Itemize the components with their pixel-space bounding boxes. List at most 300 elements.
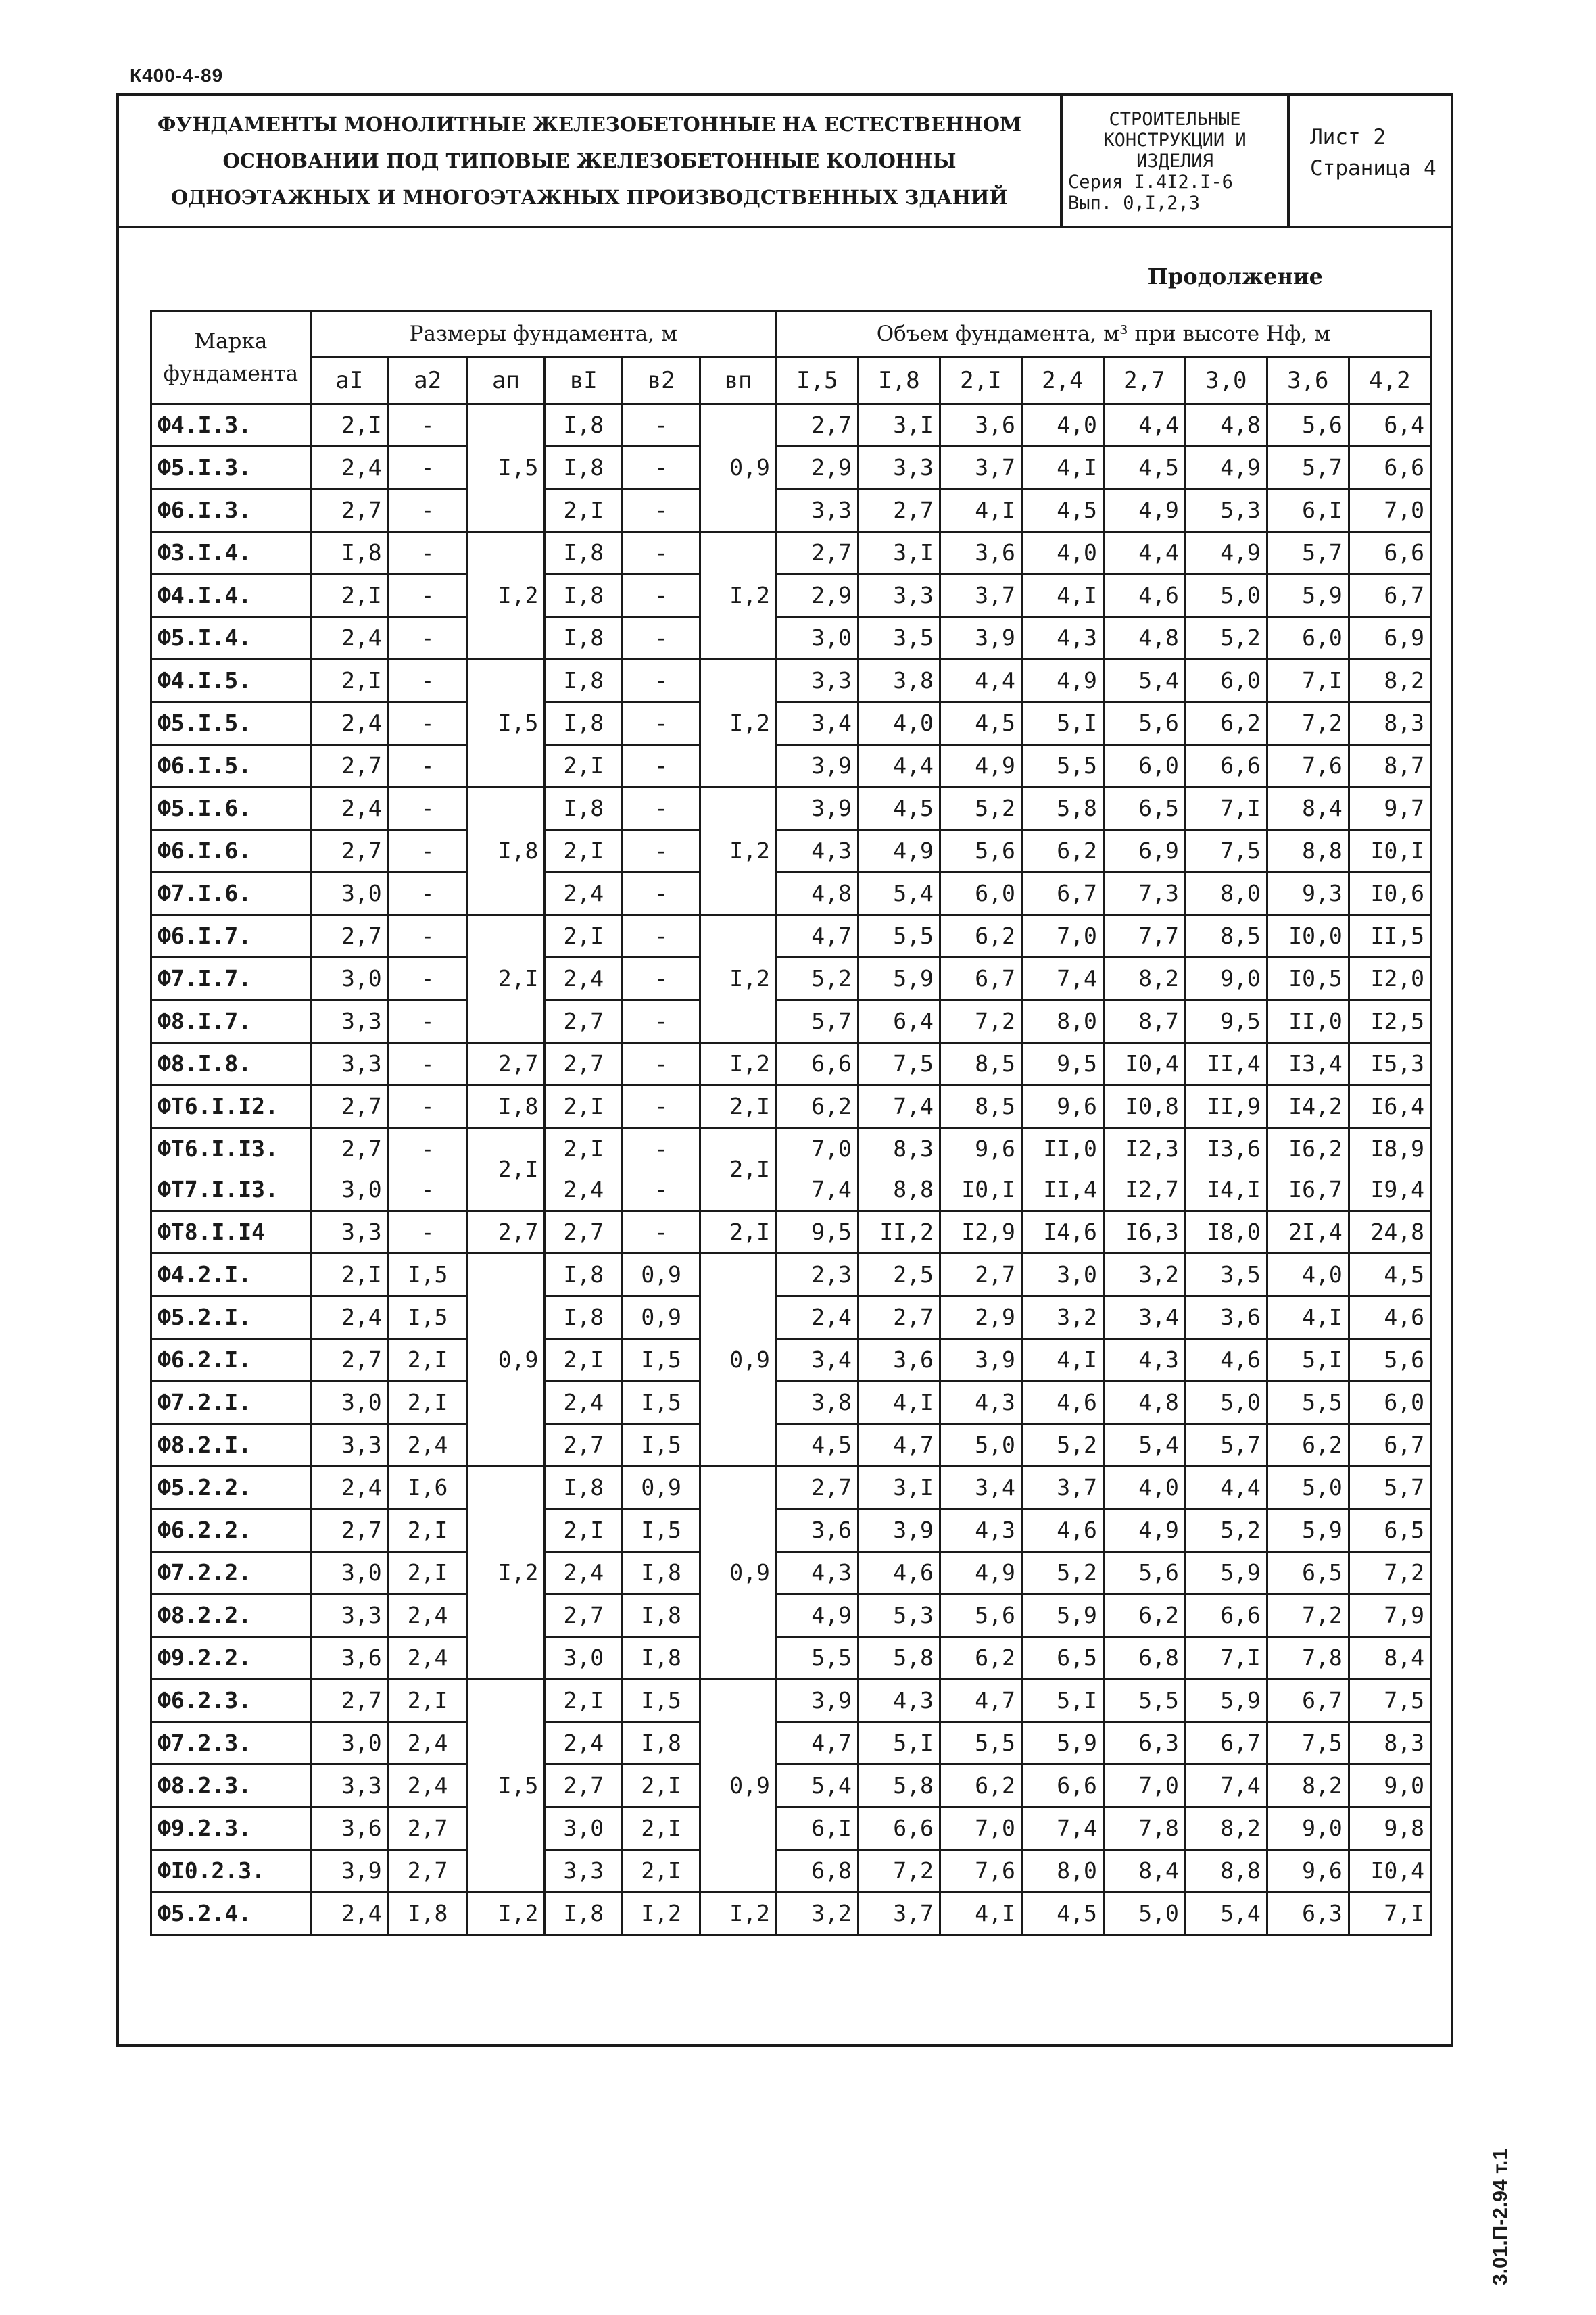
a1-cell: 2,7 [310, 745, 388, 787]
volume-cell: 5,8 [858, 1637, 940, 1680]
ap-cell: 0,9 [467, 1254, 545, 1467]
volume-cell: 3,8 [858, 660, 940, 702]
header-height-col: I,5 [776, 358, 858, 404]
a2-cell: - [388, 404, 467, 447]
a2-cell: - [388, 830, 467, 873]
volume-cell: 6,2 [940, 1637, 1021, 1680]
a1-cell: 2,I [310, 404, 388, 447]
volume-cell: 3,2 [1103, 1254, 1185, 1296]
volume-cell [940, 1128, 1021, 1211]
volume-cell: 9,0 [1185, 958, 1267, 1000]
sub-header-row [151, 358, 1431, 404]
sheet-block [1290, 96, 1451, 226]
mark-cell: Ф8.I.8. [151, 1043, 311, 1086]
volume-cell: I5,3 [1349, 1043, 1430, 1086]
volume-cell: 3,3 [858, 575, 940, 617]
volume-cell: 4,5 [858, 787, 940, 830]
volume-cell: 5,7 [1185, 1424, 1267, 1467]
ap-cell: I,5 [467, 1680, 545, 1893]
volume-cell: 4,8 [776, 873, 858, 915]
table-row [151, 1637, 1431, 1680]
volume-cell: 6,3 [1103, 1722, 1185, 1765]
mark-cell: Ф5.I.6. [151, 787, 311, 830]
title-block [116, 93, 1453, 228]
mark-cell: Ф4.I.5. [151, 660, 311, 702]
header-dim-col: вI [545, 358, 623, 404]
table-row [151, 1211, 1431, 1254]
volume-cell: 9,5 [1185, 1000, 1267, 1043]
b1-cell: 2,4 [545, 873, 623, 915]
volume-cell: 8,7 [1349, 745, 1430, 787]
volume-cell: II,2 [858, 1211, 940, 1254]
b1-cell: I,8 [545, 1467, 623, 1509]
foundation-table [150, 310, 1432, 1936]
mark-cell: Ф9.2.2. [151, 1637, 311, 1680]
b2-cell: 0,9 [623, 1296, 700, 1339]
volume-cell-line: I6,7 [1288, 1176, 1343, 1202]
volume-cell: 4,6 [858, 1552, 940, 1594]
volume-cell: 6,6 [776, 1043, 858, 1086]
header-height-col: 2,I [940, 358, 1021, 404]
volume-cell: 2I,4 [1267, 1211, 1349, 1254]
b2-cell: - [623, 617, 700, 660]
table-body [151, 404, 1431, 1935]
table-row [151, 1850, 1431, 1893]
a1-cell-line: 2,7 [341, 1136, 382, 1162]
volume-cell: 6,2 [1103, 1594, 1185, 1637]
volume-cell-line: I0,I [961, 1176, 1015, 1202]
bp-cell: I,2 [700, 1893, 777, 1935]
a2-cell: 2,4 [388, 1424, 467, 1467]
b1-cell: 2,I [545, 1339, 623, 1382]
table-row [151, 489, 1431, 532]
volume-cell: 4,I [940, 1893, 1021, 1935]
b2-cell: - [623, 958, 700, 1000]
b1-cell: 2,I [545, 1509, 623, 1552]
volume-cell: 5,7 [776, 1000, 858, 1043]
volume-cell: 4,9 [940, 745, 1021, 787]
volume-cell-line: I9,4 [1370, 1176, 1424, 1202]
volume-cell: 6,7 [1021, 873, 1103, 915]
document-code: К400-4-89 [130, 65, 224, 86]
volume-cell: 7,5 [1185, 830, 1267, 873]
a2-cell: - [388, 787, 467, 830]
volume-cell: 3,9 [776, 787, 858, 830]
a1-cell: 3,6 [310, 1807, 388, 1850]
mark-cell: Ф9.2.3. [151, 1807, 311, 1850]
volume-cell: 5,2 [1185, 1509, 1267, 1552]
b2-cell: I,5 [623, 1509, 700, 1552]
mark-cell: Ф7.2.3. [151, 1722, 311, 1765]
volume-cell: 7,5 [858, 1043, 940, 1086]
a1-cell: 3,0 [310, 1382, 388, 1424]
volume-cell: 7,I [1185, 1637, 1267, 1680]
volume-cell-line: I2,7 [1125, 1176, 1179, 1202]
volume-cell-line: 9,6 [975, 1136, 1015, 1162]
table-row [151, 532, 1431, 575]
volume-cell: 24,8 [1349, 1211, 1430, 1254]
b2-cell: 0,9 [623, 1254, 700, 1296]
volume-cell: 3,6 [776, 1509, 858, 1552]
volume-cell: I0,8 [1103, 1086, 1185, 1128]
a1-cell: 2,7 [310, 830, 388, 873]
volume-cell: 7,5 [1267, 1722, 1349, 1765]
volume-cell: 5,9 [1185, 1680, 1267, 1722]
volume-cell: 7,6 [940, 1850, 1021, 1893]
volume-cell: 8,5 [940, 1043, 1021, 1086]
volume-cell: 4,3 [1103, 1339, 1185, 1382]
b2-cell: - [623, 447, 700, 489]
volume-cell: 4,I [1021, 1339, 1103, 1382]
volume-cell: 6,4 [1349, 404, 1430, 447]
header-dim-col: в2 [623, 358, 700, 404]
bp-cell: 2,I [700, 1086, 777, 1128]
table-row [151, 830, 1431, 873]
b1-cell: 3,0 [545, 1807, 623, 1850]
volume-cell: 3,I [858, 532, 940, 575]
volume-cell: I2,9 [940, 1211, 1021, 1254]
title-line-3: ОДНОЭТАЖНЫХ И МНОГОЭТАЖНЫХ ПРОИЗВОДСТВЕННЫХ ЗДАНИЙ [171, 186, 1008, 209]
volume-cell: 5,I [1267, 1339, 1349, 1382]
volume-cell: 3,7 [940, 575, 1021, 617]
side-code [1480, 2149, 1521, 2285]
a1-cell: 3,3 [310, 1000, 388, 1043]
b1-cell: I,8 [545, 617, 623, 660]
b2-cell: I,8 [623, 1637, 700, 1680]
volume-cell [858, 1128, 940, 1211]
volume-cell: 6,0 [1267, 617, 1349, 660]
volume-cell: I0,I [1349, 830, 1430, 873]
volume-cell: 5,0 [1185, 1382, 1267, 1424]
volume-cell: 5,5 [858, 915, 940, 958]
a1-cell: 3,9 [310, 1850, 388, 1893]
a2-cell: - [388, 660, 467, 702]
b2-cell: 2,I [623, 1850, 700, 1893]
volume-cell: 2,3 [776, 1254, 858, 1296]
b1-cell: I,8 [545, 404, 623, 447]
a1-cell: 3,3 [310, 1043, 388, 1086]
volume-cell: 4,7 [858, 1424, 940, 1467]
ap-cell: I,2 [467, 1467, 545, 1680]
volume-cell: 6,5 [1349, 1509, 1430, 1552]
header-dim-col: вп [700, 358, 777, 404]
volume-cell: 5,2 [776, 958, 858, 1000]
mark-cell: Ф6.2.3. [151, 1680, 311, 1722]
b2-cell: - [623, 660, 700, 702]
volume-cell: 4,9 [858, 830, 940, 873]
b1-cell: 2,7 [545, 1594, 623, 1637]
volume-cell: 6,2 [1185, 702, 1267, 745]
mark-cell: ФТ6.I.I2. [151, 1086, 311, 1128]
volume-cell: 3,6 [1185, 1296, 1267, 1339]
volume-cell: 6,4 [858, 1000, 940, 1043]
a2-cell: 2,I [388, 1552, 467, 1594]
volume-cell: 4,I [858, 1382, 940, 1424]
table-row [151, 787, 1431, 830]
table-row [151, 1467, 1431, 1509]
volume-cell: 5,0 [1185, 575, 1267, 617]
volume-cell: 4,I [1021, 575, 1103, 617]
volume-cell: 5,4 [1103, 1424, 1185, 1467]
volume-cell: 7,2 [858, 1850, 940, 1893]
mark-cell: Ф7.I.7. [151, 958, 311, 1000]
volume-cell: 6,6 [1021, 1765, 1103, 1807]
volume-cell: 9,0 [1267, 1807, 1349, 1850]
volume-cell: 4,5 [1349, 1254, 1430, 1296]
table-row [151, 1382, 1431, 1424]
table-row [151, 915, 1431, 958]
volume-cell [776, 1128, 858, 1211]
b1-cell: 3,0 [545, 1637, 623, 1680]
bp-cell: 2,I [700, 1128, 777, 1211]
volume-cell: 5,5 [1103, 1680, 1185, 1722]
table-row [151, 1552, 1431, 1594]
volume-cell-line: 8,3 [893, 1136, 934, 1162]
mark-cell: Ф8.2.I. [151, 1424, 311, 1467]
mark-cell: Ф8.2.3. [151, 1765, 311, 1807]
volume-cell: II,5 [1349, 915, 1430, 958]
volume-cell: 4,6 [1103, 575, 1185, 617]
a1-cell: 2,4 [310, 702, 388, 745]
a2-cell: - [388, 873, 467, 915]
b2-cell: I,5 [623, 1680, 700, 1722]
volume-cell: I3,4 [1267, 1043, 1349, 1086]
volume-cell: 5,9 [1267, 1509, 1349, 1552]
b1-cell: 2,I [545, 830, 623, 873]
b2-cell: 2,I [623, 1807, 700, 1850]
volume-cell: 4,3 [776, 1552, 858, 1594]
b1-cell: I,8 [545, 1893, 623, 1935]
volume-cell: 6,0 [1185, 660, 1267, 702]
b1-cell-line: 2,4 [563, 1176, 604, 1202]
a2-cell-line: - [420, 1176, 435, 1202]
continuation-label: Продолжение [1147, 264, 1323, 289]
header-dim-col: a2 [388, 358, 467, 404]
b1-cell: 2,7 [545, 1765, 623, 1807]
a2-cell: 2,I [388, 1339, 467, 1382]
volume-cell: 7,4 [1021, 958, 1103, 1000]
volume-cell: I0,5 [1267, 958, 1349, 1000]
volume-cell: 2,9 [940, 1296, 1021, 1339]
a2-cell: 2,I [388, 1509, 467, 1552]
volume-cell: 7,4 [1021, 1807, 1103, 1850]
volume-cell: 6,6 [1185, 745, 1267, 787]
a1-cell: 2,4 [310, 1467, 388, 1509]
volume-cell: 8,2 [1267, 1765, 1349, 1807]
a2-cell: 2,I [388, 1680, 467, 1722]
volume-cell: 6,I [776, 1807, 858, 1850]
b2-cell: - [623, 575, 700, 617]
ap-cell: 2,7 [467, 1043, 545, 1086]
volume-cell: 4,9 [1185, 447, 1267, 489]
table-row [151, 660, 1431, 702]
volume-cell: 5,2 [1021, 1424, 1103, 1467]
b2-cell: - [623, 915, 700, 958]
mark-cell: Ф7.I.6. [151, 873, 311, 915]
table-row [151, 404, 1431, 447]
mark-cell: Ф5.I.5. [151, 702, 311, 745]
volume-cell: 6,7 [1185, 1722, 1267, 1765]
a1-cell: 2,4 [310, 1296, 388, 1339]
a1-cell: 3,0 [310, 958, 388, 1000]
volume-cell-line: I8,9 [1370, 1136, 1424, 1162]
volume-cell: 2,5 [858, 1254, 940, 1296]
a2-cell: - [388, 489, 467, 532]
mark-cell: Ф6.I.3. [151, 489, 311, 532]
volume-cell: 7,6 [1267, 745, 1349, 787]
volume-cell: 8,4 [1103, 1850, 1185, 1893]
volume-cell: 4,4 [858, 745, 940, 787]
volume-cell: I6,3 [1103, 1211, 1185, 1254]
mark-cell: Ф5.2.2. [151, 1467, 311, 1509]
a1-cell: 3,3 [310, 1594, 388, 1637]
volume-cell: 5,9 [1021, 1594, 1103, 1637]
a2-cell: 2,7 [388, 1850, 467, 1893]
volume-cell: 4,0 [858, 702, 940, 745]
header-dim-col: aп [467, 358, 545, 404]
header-height-col: 2,4 [1021, 358, 1103, 404]
b2-cell: I,2 [623, 1893, 700, 1935]
volume-cell: 3,5 [858, 617, 940, 660]
volume-cell: 4,0 [1021, 404, 1103, 447]
a1-cell: 2,I [310, 660, 388, 702]
a1-cell: 2,7 [310, 1680, 388, 1722]
volume-cell: 4,5 [1021, 1893, 1103, 1935]
volume-cell: 4,3 [940, 1382, 1021, 1424]
table-row [151, 1594, 1431, 1637]
volume-cell: 8,5 [940, 1086, 1021, 1128]
b1-cell: 2,I [545, 915, 623, 958]
b2-cell-line: - [654, 1136, 669, 1162]
b2-cell: I,8 [623, 1552, 700, 1594]
volume-cell: 5,4 [858, 873, 940, 915]
volume-cell: 7,8 [1267, 1637, 1349, 1680]
a1-cell: 2,4 [310, 617, 388, 660]
volume-cell: I6,4 [1349, 1086, 1430, 1128]
volume-cell: 3,6 [858, 1339, 940, 1382]
b1-cell: 2,7 [545, 1043, 623, 1086]
table-row [151, 958, 1431, 1000]
b1-cell: 2,I [545, 1086, 623, 1128]
table-row [151, 745, 1431, 787]
header-volume: Объем фундамента, м³ при высоте Нф, м [776, 311, 1430, 358]
b2-cell: - [623, 1086, 700, 1128]
volume-cell: 4,8 [1103, 1382, 1185, 1424]
volume-cell: 3,7 [858, 1893, 940, 1935]
volume-cell: 4,9 [1103, 489, 1185, 532]
b1-cell [545, 1128, 623, 1211]
volume-cell: 8,0 [1021, 1000, 1103, 1043]
a2-cell [388, 1128, 467, 1211]
volume-cell: 9,5 [776, 1211, 858, 1254]
b1-cell: I,8 [545, 1254, 623, 1296]
a1-cell: 3,3 [310, 1424, 388, 1467]
volume-cell: 7,4 [858, 1086, 940, 1128]
b2-cell: - [623, 1000, 700, 1043]
volume-cell-line: I3,6 [1207, 1136, 1261, 1162]
ap-cell: 2,7 [467, 1211, 545, 1254]
volume-cell: 5,6 [940, 1594, 1021, 1637]
b2-cell: - [623, 404, 700, 447]
volume-cell: 3,5 [1185, 1254, 1267, 1296]
a2-cell: - [388, 617, 467, 660]
volume-cell: 5,7 [1267, 532, 1349, 575]
volume-cell: 9,6 [1267, 1850, 1349, 1893]
series-number: Серия I.4I2.I-6 [1068, 171, 1233, 193]
volume-cell: I2,0 [1349, 958, 1430, 1000]
bp-cell: I,2 [700, 532, 777, 660]
volume-cell: 4,6 [1185, 1339, 1267, 1382]
mark-cell: Ф7.2.I. [151, 1382, 311, 1424]
series-issue: Вып. 0,I,2,3 [1068, 192, 1201, 214]
a2-cell: 2,4 [388, 1637, 467, 1680]
b2-cell: - [623, 830, 700, 873]
b1-cell: I,8 [545, 532, 623, 575]
volume-cell: 4,7 [776, 1722, 858, 1765]
volume-cell: 7,2 [940, 1000, 1021, 1043]
volume-cell: 5,0 [1103, 1893, 1185, 1935]
volume-cell: 7,0 [1021, 915, 1103, 958]
a2-cell: I,8 [388, 1893, 467, 1935]
volume-cell: 6,3 [1267, 1893, 1349, 1935]
b1-cell: 2,4 [545, 1382, 623, 1424]
volume-cell: 4,6 [1021, 1382, 1103, 1424]
volume-cell: 5,8 [858, 1765, 940, 1807]
volume-cell: 7,8 [1103, 1807, 1185, 1850]
volume-cell: II,4 [1185, 1043, 1267, 1086]
b2-cell: - [623, 702, 700, 745]
b2-cell: 2,I [623, 1765, 700, 1807]
volume-cell: 4,9 [776, 1594, 858, 1637]
volume-cell-line: I2,3 [1125, 1136, 1179, 1162]
volume-cell: 3,0 [776, 617, 858, 660]
volume-cell: 6,2 [1267, 1424, 1349, 1467]
volume-cell: 3,4 [1103, 1296, 1185, 1339]
volume-cell: 7,0 [1103, 1765, 1185, 1807]
volume-cell: 8,3 [1349, 702, 1430, 745]
volume-cell: 3,I [858, 404, 940, 447]
a2-cell: I,6 [388, 1467, 467, 1509]
a2-cell: - [388, 1086, 467, 1128]
b2-cell: I,5 [623, 1424, 700, 1467]
volume-cell: 6,5 [1103, 787, 1185, 830]
ap-cell: I,8 [467, 787, 545, 915]
volume-cell: 4,5 [776, 1424, 858, 1467]
table-row [151, 1254, 1431, 1296]
b1-cell: I,8 [545, 787, 623, 830]
b2-cell: - [623, 1211, 700, 1254]
volume-cell: 5,9 [1267, 575, 1349, 617]
mark-cell: Ф4.I.3. [151, 404, 311, 447]
volume-cell: 3,9 [858, 1509, 940, 1552]
volume-cell: 5,9 [1021, 1722, 1103, 1765]
volume-cell: 4,6 [1349, 1296, 1430, 1339]
volume-cell: 8,7 [1103, 1000, 1185, 1043]
table-row [151, 1807, 1431, 1850]
volume-cell: 4,3 [776, 830, 858, 873]
volume-cell: 3,9 [940, 617, 1021, 660]
volume-cell: 9,0 [1349, 1765, 1430, 1807]
volume-cell: 2,7 [776, 404, 858, 447]
bp-cell: I,2 [700, 660, 777, 787]
a1-cell: 2,I [310, 575, 388, 617]
volume-cell: 3,7 [1021, 1467, 1103, 1509]
volume-cell: 4,4 [1185, 1467, 1267, 1509]
volume-cell: 4,I [1021, 447, 1103, 489]
volume-cell: 8,2 [1349, 660, 1430, 702]
b1-cell: 2,4 [545, 1552, 623, 1594]
volume-cell: 6,2 [940, 1765, 1021, 1807]
